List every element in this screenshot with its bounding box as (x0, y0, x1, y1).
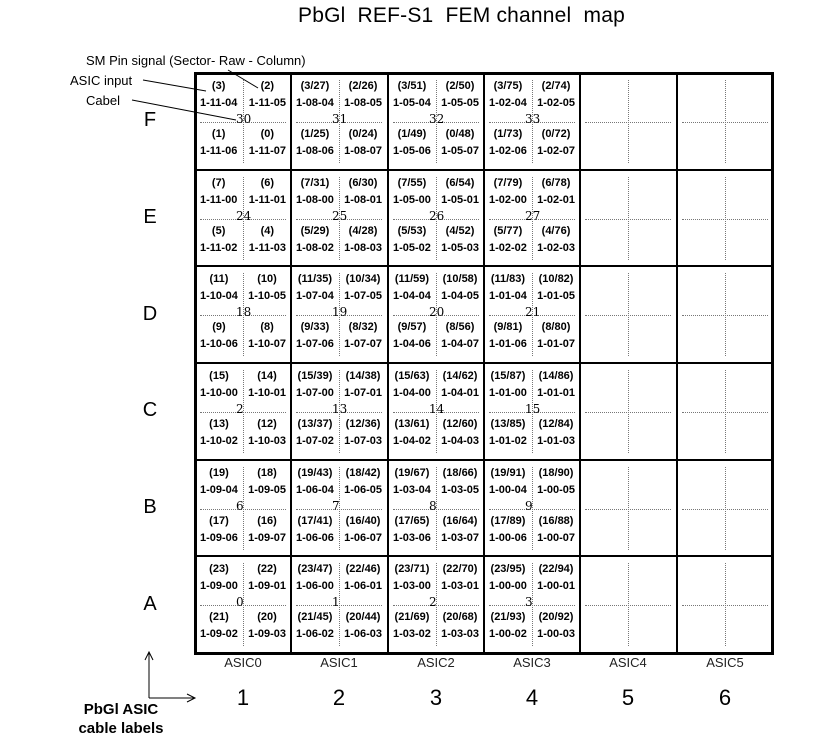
sector-row-column: 1-11-06 (200, 145, 238, 157)
asic-label: ASIC4 (609, 655, 647, 670)
sector-row-column: 1-09-03 (248, 628, 286, 640)
sm-pin-signal: (10/34) (345, 273, 381, 285)
row-label: F (143, 109, 157, 131)
sm-pin-signal: (0/72) (541, 128, 571, 140)
cabel-annotation: Cabel (86, 93, 120, 108)
sm-pin-signal: (22/94) (538, 563, 574, 575)
sector-row-column: 1-01-00 (489, 387, 527, 399)
pointer-line-asic-input (143, 80, 206, 91)
sm-pin-signal: (3/27) (300, 80, 330, 92)
sector-row-column: 1-09-04 (200, 484, 238, 496)
sm-pin-signal: (23/95) (490, 563, 526, 575)
sector-row-column: 1-06-03 (344, 628, 382, 640)
sector-row-column: 1-07-06 (296, 338, 334, 350)
sector-row-column: 1-02-07 (537, 145, 575, 157)
sector-row-column: 1-06-02 (296, 628, 334, 640)
asic-input-number: 33 (525, 112, 541, 126)
sm-pin-signal: (23) (209, 563, 229, 575)
cable-label: 1 (236, 685, 250, 710)
sector-row-column: 1-10-07 (248, 338, 286, 350)
sm-pin-signal: (11/35) (297, 273, 333, 285)
sector-row-column: 1-06-06 (296, 532, 334, 544)
sector-row-column: 1-02-05 (537, 97, 575, 109)
asic-label: ASIC3 (513, 655, 551, 670)
sector-row-column: 1-08-02 (296, 242, 334, 254)
pointer-line-cabel (132, 100, 236, 120)
sector-row-column: 1-08-06 (296, 145, 334, 157)
sm-pin-signal: (3/75) (493, 80, 523, 92)
sm-pin-signal: (21) (209, 611, 229, 623)
sector-row-column: 1-05-07 (441, 145, 479, 157)
sm-pin-signal: (14/38) (345, 370, 381, 382)
asic-label: ASIC1 (320, 655, 358, 670)
sm-pin-signal: (10/82) (538, 273, 574, 285)
sm-pin-signal: (12/60) (442, 418, 478, 430)
sector-row-column: 1-05-03 (441, 242, 479, 254)
sm-pin-signal: (17) (209, 515, 229, 527)
sm-pin-signal: (13/61) (394, 418, 430, 430)
sm-pin-signal: (1/49) (397, 128, 427, 140)
sector-row-column: 1-11-00 (200, 194, 238, 206)
sm-pin-signal: (16/40) (345, 515, 381, 527)
sm-pin-signal: (8) (260, 321, 274, 333)
cable-label: 4 (525, 685, 539, 710)
sector-row-column: 1-00-04 (489, 484, 527, 496)
sector-row-column: 1-09-07 (248, 532, 286, 544)
sector-row-column: 1-03-03 (441, 628, 479, 640)
asic-input-number: 1 (332, 595, 340, 609)
sm-pin-signal: (9) (212, 321, 226, 333)
sector-row-column: 1-10-00 (200, 387, 238, 399)
sector-row-column: 1-00-06 (489, 532, 527, 544)
asic-input-number: 25 (332, 209, 348, 223)
sm-pin-signal: (4/76) (541, 225, 571, 237)
sm-pin-signal: (5/53) (397, 225, 427, 237)
sm-pin-signal: (19/43) (297, 467, 333, 479)
sm-pin-signal: (0/48) (445, 128, 475, 140)
asic-input-number: 15 (525, 402, 541, 416)
sector-row-column: 1-03-04 (393, 484, 431, 496)
asic-input-number: 30 (236, 112, 252, 126)
sector-row-column: 1-07-00 (296, 387, 334, 399)
sm-pin-signal: (18) (257, 467, 277, 479)
sector-row-column: 1-11-03 (248, 242, 286, 254)
sector-row-column: 1-10-02 (200, 435, 238, 447)
sector-row-column: 1-01-03 (537, 435, 575, 447)
asic-input-number: 7 (332, 499, 340, 513)
sm-pin-signal: (12/36) (345, 418, 381, 430)
sector-row-column: 1-07-07 (344, 338, 382, 350)
asic-input-number: 0 (236, 595, 244, 609)
asic-input-number: 3 (525, 595, 533, 609)
sector-row-column: 1-02-01 (537, 194, 575, 206)
sm-pin-signal: (7) (211, 177, 226, 189)
sector-row-column: 1-00-03 (537, 628, 575, 640)
sector-row-column: 1-07-03 (344, 435, 382, 447)
sm-pin-signal: (3) (211, 80, 226, 92)
sector-row-column: 1-03-05 (441, 484, 479, 496)
sm-pin-signal: (13/85) (490, 418, 526, 430)
sm-pin-signal: (6) (260, 177, 275, 189)
sector-row-column: 1-01-06 (489, 338, 527, 350)
sm-pin-signal: (23/71) (394, 563, 430, 575)
sector-row-column: 1-03-07 (441, 532, 479, 544)
sector-row-column: 1-06-05 (344, 484, 382, 496)
sm-pin-signal: (5) (211, 225, 226, 237)
asic-input-number: 21 (525, 305, 541, 319)
sm-pin-signal: (6/78) (541, 177, 571, 189)
sm-pin-signal: (21/69) (394, 611, 430, 623)
sector-row-column: 1-09-00 (200, 580, 238, 592)
sector-row-column: 1-00-05 (537, 484, 575, 496)
sm-pin-signal: (23/47) (297, 563, 333, 575)
sector-row-column: 1-04-00 (393, 387, 431, 399)
sm-pin-signal: (11/59) (394, 273, 430, 285)
sector-row-column: 1-06-04 (296, 484, 334, 496)
sector-row-column: 1-10-05 (248, 290, 286, 302)
sm-pin-signal: (9/81) (493, 321, 523, 333)
sector-row-column: 1-06-01 (344, 580, 382, 592)
sector-row-column: 1-00-07 (537, 532, 575, 544)
sector-row-column: 1-09-05 (248, 484, 286, 496)
sm-pin-signal: (2) (260, 80, 275, 92)
sm-pin-signal: (6/30) (348, 177, 378, 189)
sector-row-column: 1-08-03 (344, 242, 382, 254)
row-label: A (143, 593, 157, 615)
asic-input-number: 19 (332, 305, 348, 319)
sector-row-column: 1-10-04 (200, 290, 238, 302)
sm-pin-signal: (8/32) (348, 321, 378, 333)
sm-pin-signal: (0) (260, 128, 275, 140)
sm-pin-signal: (1) (211, 128, 226, 140)
sector-row-column: 1-10-01 (248, 387, 286, 399)
sm-pin-signal: (8/80) (541, 321, 571, 333)
row-label: B (143, 496, 157, 518)
sm-pin-signal: (21/45) (297, 611, 333, 623)
asic-input-number: 18 (236, 305, 252, 319)
sm-pin-signal: (20/68) (442, 611, 478, 623)
sector-row-column: 1-11-04 (200, 97, 238, 109)
bottom-label-line-2: cable labels (78, 720, 164, 737)
cable-label: 6 (718, 685, 732, 710)
asic-label: ASIC2 (417, 655, 455, 670)
row-label: C (142, 399, 158, 421)
sector-row-column: 1-05-06 (393, 145, 431, 157)
asic-input-number: 2 (429, 595, 437, 609)
sm-pin-signal: (2/26) (348, 80, 378, 92)
sector-row-column: 1-07-05 (344, 290, 382, 302)
sm-pin-signal: (18/90) (538, 467, 574, 479)
sm-pin-signal: (19/67) (394, 467, 430, 479)
asic-input-number: 32 (429, 112, 445, 126)
sector-row-column: 1-11-02 (200, 242, 238, 254)
sector-row-column: 1-01-01 (537, 387, 575, 399)
sector-row-column: 1-00-00 (489, 580, 527, 592)
sm-pin-signal: (2/50) (445, 80, 475, 92)
sector-row-column: 1-04-02 (393, 435, 431, 447)
page-title: PbGl REF-S1 FEM channel map (298, 4, 625, 27)
sm-pin-signal: (9/33) (300, 321, 330, 333)
sm-pin-signal: (18/66) (442, 467, 478, 479)
sector-row-column: 1-01-07 (537, 338, 575, 350)
sector-row-column: 1-08-01 (344, 194, 382, 206)
asic-input-number: 31 (332, 112, 348, 126)
cable-label: 3 (429, 685, 443, 710)
row-label: E (143, 206, 157, 228)
sm-pin-signal: (6/54) (445, 177, 475, 189)
sm-pin-signal: (21/93) (490, 611, 526, 623)
sector-row-column: 1-03-01 (441, 580, 479, 592)
row-label: D (142, 303, 158, 325)
sm-pin-signal: (16/64) (442, 515, 478, 527)
sm-pin-signal: (17/89) (490, 515, 526, 527)
asic-label: ASIC5 (706, 655, 744, 670)
sm-pin-signal: (15/39) (297, 370, 333, 382)
sector-row-column: 1-07-04 (296, 290, 334, 302)
asic-input-number: 8 (429, 499, 437, 513)
sm-pin-signal: (10) (257, 273, 277, 285)
asic-input-number: 13 (332, 402, 348, 416)
asic-input-number: 9 (525, 499, 533, 513)
asic-input-number: 14 (429, 402, 445, 416)
asic-input-number: 26 (429, 209, 445, 223)
sector-row-column: 1-02-02 (489, 242, 527, 254)
sm-pin-signal: (11) (209, 273, 229, 285)
asic-input-annotation: ASIC input (70, 73, 133, 88)
sector-row-column: 1-02-04 (489, 97, 527, 109)
sector-row-column: 1-11-01 (248, 194, 286, 206)
sector-row-column: 1-11-07 (248, 145, 286, 157)
sm-pin-signal: (3/51) (397, 80, 427, 92)
sm-pin-signal: (16) (257, 515, 277, 527)
sector-row-column: 1-08-04 (296, 97, 334, 109)
sm-pin-signal: (9/57) (397, 321, 427, 333)
sector-row-column: 1-05-01 (441, 194, 479, 206)
sm-pin-signal: (20) (257, 611, 277, 623)
sm-pin-signal: (15/87) (490, 370, 526, 382)
sm-pin-signal: (12/84) (538, 418, 574, 430)
sector-row-column: 1-10-06 (200, 338, 238, 350)
sm-pin-signal: (4/28) (348, 225, 378, 237)
sm-pin-signal: (16/88) (538, 515, 574, 527)
sector-row-column: 1-05-04 (393, 97, 431, 109)
sm-pin-signal: (11/83) (490, 273, 526, 285)
sm-pin-signal: (5/77) (493, 225, 523, 237)
sm-pin-signal: (19/91) (490, 467, 526, 479)
sector-row-column: 1-09-06 (200, 532, 238, 544)
sector-row-column: 1-06-07 (344, 532, 382, 544)
sm-pin-signal: (20/44) (345, 611, 381, 623)
pointer-line-sm-pin (228, 70, 258, 88)
asic-input-number: 24 (236, 209, 252, 223)
sm-pin-signal: (13/37) (297, 418, 333, 430)
sm-pin-signal: (1/73) (493, 128, 523, 140)
sector-row-column: 1-05-05 (441, 97, 479, 109)
cable-label: 5 (621, 685, 635, 710)
asic-input-number: 2 (236, 402, 244, 416)
sm-pin-signal: (17/65) (394, 515, 430, 527)
sm-pin-signal: (22) (257, 563, 277, 575)
asic-input-number: 20 (429, 305, 445, 319)
sector-row-column: 1-04-04 (393, 290, 431, 302)
sm-pin-signal: (10/58) (442, 273, 478, 285)
sector-row-column: 1-08-07 (344, 145, 382, 157)
sector-row-column: 1-04-05 (441, 290, 479, 302)
asic-input-number: 27 (525, 209, 541, 223)
asic-label: ASIC0 (224, 655, 262, 670)
sector-row-column: 1-07-02 (296, 435, 334, 447)
sector-row-column: 1-01-04 (489, 290, 527, 302)
sector-row-column: 1-08-00 (296, 194, 334, 206)
sector-row-column: 1-01-05 (537, 290, 575, 302)
asic-input-number: 6 (236, 499, 244, 513)
sm-pin-signal: (19) (209, 467, 229, 479)
sm-pin-annotation: SM Pin signal (Sector- Raw - Column) (86, 53, 306, 68)
sm-pin-signal: (1/25) (300, 128, 330, 140)
bottom-label-line-1: PbGl ASIC (83, 701, 159, 718)
sector-row-column: 1-00-01 (537, 580, 575, 592)
sm-pin-signal: (2/74) (541, 80, 571, 92)
sm-pin-signal: (18/42) (345, 467, 381, 479)
sm-pin-signal: (14) (257, 370, 277, 382)
sector-row-column: 1-09-01 (248, 580, 286, 592)
sm-pin-signal: (20/92) (538, 611, 574, 623)
sector-row-column: 1-03-06 (393, 532, 431, 544)
sm-pin-signal: (13) (209, 418, 229, 430)
sm-pin-signal: (0/24) (348, 128, 378, 140)
sm-pin-signal: (7/55) (397, 177, 427, 189)
sector-row-column: 1-02-06 (489, 145, 527, 157)
sm-pin-signal: (15) (209, 370, 229, 382)
sector-row-column: 1-09-02 (200, 628, 238, 640)
sm-pin-signal: (5/29) (300, 225, 330, 237)
sector-row-column: 1-05-02 (393, 242, 431, 254)
sm-pin-signal: (12) (257, 418, 277, 430)
sector-row-column: 1-03-02 (393, 628, 431, 640)
sector-row-column: 1-04-03 (441, 435, 479, 447)
sector-row-column: 1-04-01 (441, 387, 479, 399)
sm-pin-signal: (14/86) (538, 370, 574, 382)
sm-pin-signal: (7/31) (300, 177, 330, 189)
sector-row-column: 1-08-05 (344, 97, 382, 109)
sm-pin-signal: (15/63) (394, 370, 430, 382)
sector-row-column: 1-00-02 (489, 628, 527, 640)
sector-row-column: 1-02-03 (537, 242, 575, 254)
sector-row-column: 1-06-00 (296, 580, 334, 592)
sector-row-column: 1-10-03 (248, 435, 286, 447)
sector-row-column: 1-03-00 (393, 580, 431, 592)
sector-row-column: 1-04-06 (393, 338, 431, 350)
sector-row-column: 1-11-05 (248, 97, 286, 109)
sm-pin-signal: (8/56) (445, 321, 475, 333)
sm-pin-signal: (4) (260, 225, 275, 237)
sector-row-column: 1-02-00 (489, 194, 527, 206)
sector-row-column: 1-04-07 (441, 338, 479, 350)
cable-label: 2 (332, 685, 346, 710)
sector-row-column: 1-07-01 (344, 387, 382, 399)
sm-pin-signal: (22/46) (345, 563, 381, 575)
sm-pin-signal: (22/70) (442, 563, 478, 575)
sm-pin-signal: (14/62) (442, 370, 478, 382)
sector-row-column: 1-05-00 (393, 194, 431, 206)
sm-pin-signal: (7/79) (493, 177, 523, 189)
sm-pin-signal: (17/41) (297, 515, 333, 527)
sector-row-column: 1-01-02 (489, 435, 527, 447)
sm-pin-signal: (4/52) (445, 225, 475, 237)
